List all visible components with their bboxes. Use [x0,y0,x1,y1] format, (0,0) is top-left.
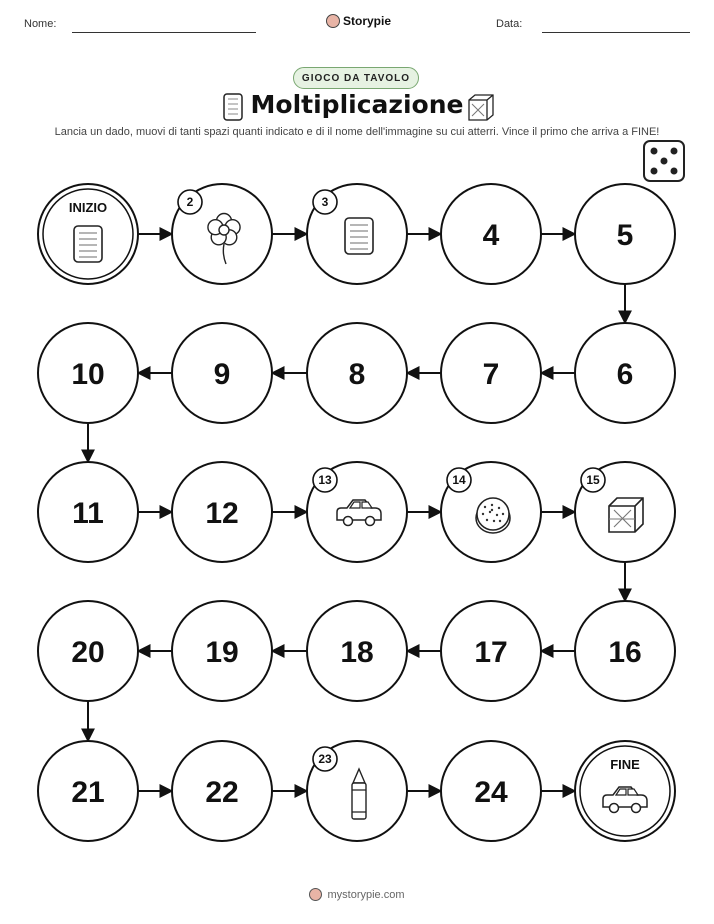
space-number: 7 [482,358,500,391]
board-space [441,184,541,284]
board-space [575,601,675,701]
space-number: 2 [186,195,194,209]
board-space [38,323,138,423]
space-number: 10 [71,358,105,391]
space-number: 18 [340,636,374,669]
page-title: Moltiplicazione [250,90,464,119]
board-space [441,323,541,423]
board-space [172,601,272,701]
board-space [307,323,407,423]
crate-icon [609,498,643,532]
board-space [575,741,675,841]
space-number: 21 [71,776,105,809]
board-space [575,462,675,562]
space-number: 6 [616,358,634,391]
date-label: Data: [496,18,523,30]
tile-icon [74,226,102,262]
space-number: 22 [205,776,239,809]
board-space [38,601,138,701]
space-number: 15 [586,473,600,487]
board-space [172,323,272,423]
board-space [172,184,272,284]
name-label: Nome: [24,18,57,30]
space-number: 23 [318,752,332,766]
board-space [38,184,138,284]
footer-url[interactable]: mystorypie.com [327,888,405,901]
space-number: 19 [205,636,239,669]
board-space [575,323,675,423]
board-space [441,601,541,701]
space-number: 24 [474,776,508,809]
board-space [172,741,272,841]
space-number: 3 [321,195,329,209]
tile-icon [345,218,373,254]
space-number: 9 [213,358,231,391]
board-spaces [38,184,675,841]
board-space [441,462,541,562]
footer [0,888,714,901]
space-number: 12 [205,497,239,530]
brand-name: Storypie [343,14,392,28]
board-space [441,741,541,841]
board-space [38,462,138,562]
board-space [38,741,138,841]
board-space [172,462,272,562]
space-number: 13 [318,473,332,487]
board-space [307,184,407,284]
space-number: 5 [616,219,634,252]
crate-icon [469,95,493,120]
tile-icon [224,94,242,120]
space-number: 8 [348,358,366,391]
space-number: 17 [474,636,508,669]
finish-label: FINE [610,757,640,772]
space-number: 14 [452,473,466,487]
start-label: INIZIO [68,200,108,215]
board-space [307,462,407,562]
instructions: Lancia un dado, muovi di tanti spazi quanti indicato e di il nome dell'immagine su cui atterri. Vince il primo che arriva a FINE! [54,126,660,138]
category-badge: GIOCO DA TAVOLO [293,67,419,89]
board-space [307,601,407,701]
cookie-icon [476,498,510,533]
space-number: 16 [608,636,642,669]
space-number: 4 [482,219,500,252]
mascot-icon [309,888,322,901]
space-number: 20 [71,636,105,669]
space-number: 11 [72,497,104,530]
board-space [575,184,675,284]
board-space [307,741,407,841]
die-icon [644,141,684,181]
